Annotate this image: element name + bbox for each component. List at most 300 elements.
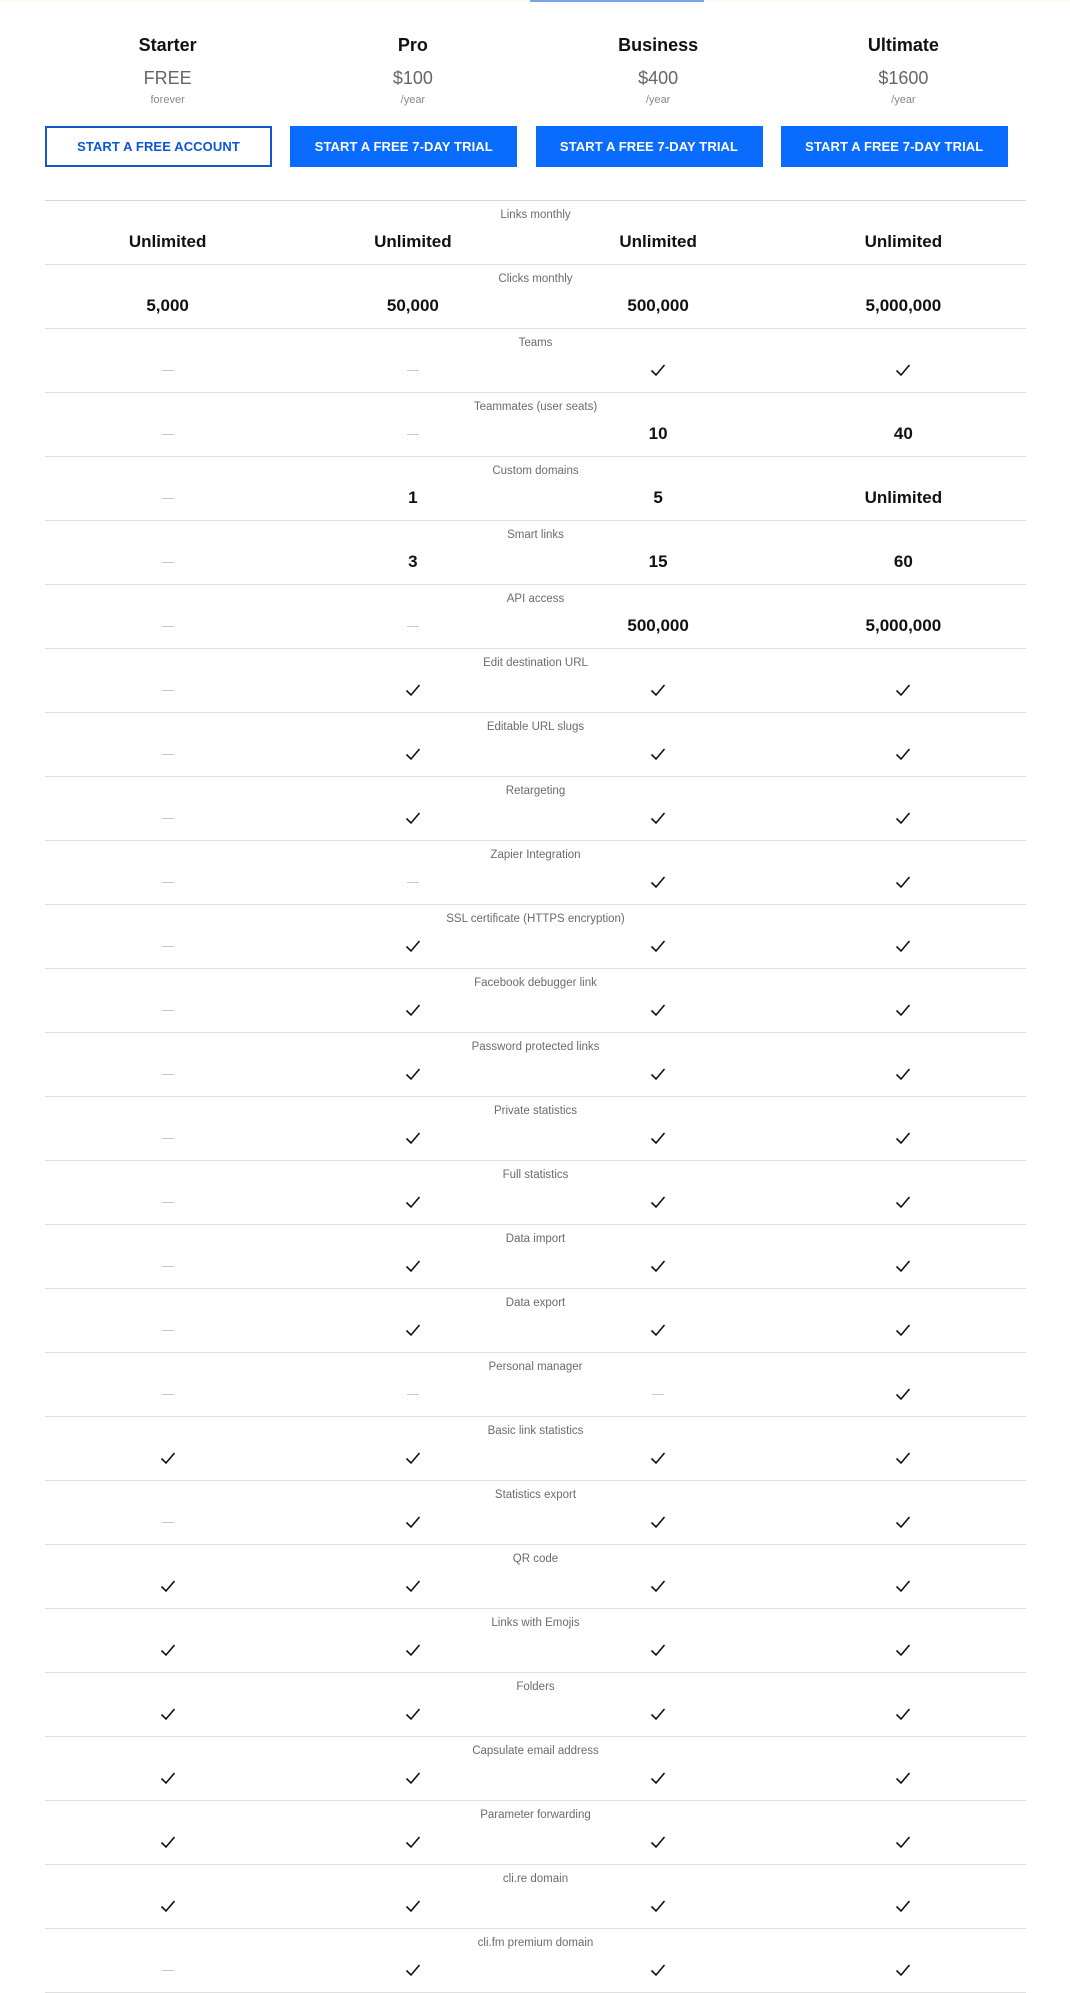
feature-cell-business xyxy=(536,223,781,261)
feature-cell-business xyxy=(536,543,781,581)
check-icon xyxy=(650,1131,666,1145)
feature-row-zapier-integration xyxy=(45,841,1026,905)
feature-label: Edit destination URL xyxy=(483,657,588,669)
check-icon xyxy=(895,1515,911,1529)
feature-cell-ultimate xyxy=(781,1695,1026,1733)
feature-cell-ultimate xyxy=(781,479,1026,517)
check-icon xyxy=(650,1771,666,1785)
check-icon xyxy=(895,1259,911,1273)
check-icon xyxy=(895,1387,911,1401)
check-icon xyxy=(895,683,911,697)
feature-row-custom-domains xyxy=(45,457,1026,521)
feature-value: 40 xyxy=(893,424,913,443)
feature-label: Custom domains xyxy=(492,465,579,477)
feature-label: Basic link statistics xyxy=(487,1425,584,1437)
feature-values xyxy=(45,351,1026,389)
feature-cell-pro xyxy=(290,1695,535,1733)
feature-cell-ultimate xyxy=(781,1951,1026,1989)
plan-period: /year xyxy=(891,94,916,106)
feature-values xyxy=(45,671,1026,709)
feature-cell-pro xyxy=(290,1119,535,1157)
feature-cell-pro xyxy=(290,415,535,453)
check-icon xyxy=(405,811,421,825)
plan-period: /year xyxy=(645,94,671,106)
feature-cell-starter xyxy=(45,1695,290,1733)
dash-icon xyxy=(162,1970,174,1971)
check-icon xyxy=(405,1451,421,1465)
feature-row-smart-links xyxy=(45,521,1026,585)
check-icon xyxy=(405,1259,421,1273)
feature-cell-starter xyxy=(45,1887,290,1925)
feature-cell-pro xyxy=(290,927,535,965)
feature-value: Unlimited xyxy=(128,232,207,251)
check-icon xyxy=(160,1579,176,1593)
feature-cell-ultimate xyxy=(781,1503,1026,1541)
plan-name: Ultimate xyxy=(867,35,939,55)
dash-icon xyxy=(162,946,174,947)
feature-cell-business xyxy=(536,1311,781,1349)
feature-cell-business xyxy=(536,927,781,965)
feature-cell-starter xyxy=(45,1567,290,1605)
feature-row-ssl-certificate-https-encryption xyxy=(45,905,1026,969)
feature-row-private-statistics xyxy=(45,1097,1026,1161)
feature-value: Unlimited xyxy=(864,232,943,251)
feature-cell-business xyxy=(536,1119,781,1157)
feature-cell-business xyxy=(536,351,781,389)
feature-cell-pro xyxy=(290,479,535,517)
feature-cell-business xyxy=(536,415,781,453)
feature-label: Facebook debugger link xyxy=(474,977,597,989)
check-icon xyxy=(650,1003,666,1017)
check-icon xyxy=(895,875,911,889)
feature-value: 60 xyxy=(893,552,913,571)
feature-row-statistics-export xyxy=(45,1481,1026,1545)
feature-label: Links with Emojis xyxy=(491,1617,580,1629)
feature-label: Links monthly xyxy=(500,209,571,221)
feature-values xyxy=(45,735,1026,773)
check-icon xyxy=(650,1899,666,1913)
check-icon xyxy=(405,1323,421,1337)
feature-row-clicks-monthly xyxy=(45,265,1026,329)
feature-label: API access xyxy=(506,593,565,605)
feature-row-api-access xyxy=(45,585,1026,649)
feature-row-links-monthly xyxy=(45,201,1026,265)
feature-value: 5,000 xyxy=(146,296,189,315)
feature-cell-starter xyxy=(45,607,290,645)
dash-icon xyxy=(162,626,174,627)
feature-cell-business xyxy=(536,991,781,1029)
feature-cell-ultimate xyxy=(781,1759,1026,1797)
feature-cell-starter xyxy=(45,1503,290,1541)
check-icon xyxy=(405,1131,421,1145)
feature-values xyxy=(45,1119,1026,1157)
plan-price: $1600 xyxy=(878,68,929,88)
check-icon xyxy=(895,1003,911,1017)
dash-icon xyxy=(407,370,419,371)
dash-icon xyxy=(652,1394,664,1395)
feature-row-facebook-debugger-link xyxy=(45,969,1026,1033)
feature-value: 3 xyxy=(408,552,418,571)
feature-cell-business xyxy=(536,607,781,645)
check-icon xyxy=(650,1323,666,1337)
plan-business xyxy=(536,0,781,200)
check-icon xyxy=(895,1707,911,1721)
feature-cell-pro xyxy=(290,607,535,645)
dash-icon xyxy=(162,1074,174,1075)
dash-icon xyxy=(162,1522,174,1523)
feature-cell-ultimate xyxy=(781,799,1026,837)
check-icon xyxy=(895,939,911,953)
feature-label: Teams xyxy=(518,337,553,349)
check-icon xyxy=(895,811,911,825)
feature-values xyxy=(45,1439,1026,1477)
dash-icon xyxy=(162,1138,174,1139)
feature-cell-pro xyxy=(290,1759,535,1797)
feature-cell-pro xyxy=(290,1631,535,1669)
feature-value: 500,000 xyxy=(627,616,689,635)
feature-values xyxy=(45,991,1026,1029)
feature-cell-ultimate xyxy=(781,1055,1026,1093)
feature-cell-pro xyxy=(290,1439,535,1477)
feature-values xyxy=(45,287,1026,325)
plan-pro xyxy=(290,0,535,200)
check-icon xyxy=(405,683,421,697)
check-icon xyxy=(650,683,666,697)
feature-cell-business xyxy=(536,479,781,517)
feature-cell-starter xyxy=(45,991,290,1029)
feature-cell-business xyxy=(536,1247,781,1285)
feature-cell-ultimate xyxy=(781,287,1026,325)
feature-cell-pro xyxy=(290,863,535,901)
feature-cell-business xyxy=(536,1759,781,1797)
plan-starter xyxy=(45,0,290,200)
feature-cell-pro xyxy=(290,351,535,389)
feature-cell-business xyxy=(536,1503,781,1541)
check-icon xyxy=(160,1707,176,1721)
dash-icon xyxy=(407,1394,419,1395)
feature-value: 5,000,000 xyxy=(865,616,942,635)
feature-row-folders xyxy=(45,1673,1026,1737)
feature-values xyxy=(45,479,1026,517)
check-icon xyxy=(160,1771,176,1785)
feature-values xyxy=(45,1631,1026,1669)
feature-row-capsulate-email-address xyxy=(45,1737,1026,1801)
check-icon xyxy=(650,1963,666,1977)
feature-cell-pro xyxy=(290,735,535,773)
feature-cell-starter xyxy=(45,543,290,581)
feature-values xyxy=(45,1695,1026,1733)
feature-cell-ultimate xyxy=(781,223,1026,261)
feature-label: SSL certificate (HTTPS encryption) xyxy=(446,913,625,925)
feature-label: Smart links xyxy=(507,529,564,541)
feature-row-personal-manager xyxy=(45,1353,1026,1417)
feature-cell-business xyxy=(536,287,781,325)
feature-cell-business xyxy=(536,799,781,837)
check-icon xyxy=(650,1259,666,1273)
feature-cell-pro xyxy=(290,1247,535,1285)
dash-icon xyxy=(407,882,419,883)
feature-row-teammates-user-seats xyxy=(45,393,1026,457)
feature-value: 15 xyxy=(648,552,668,571)
check-icon xyxy=(405,1899,421,1913)
plan-cta-button-starter[interactable]: START A FREE ACCOUNT xyxy=(45,126,272,167)
feature-label: Password protected links xyxy=(471,1041,600,1053)
feature-values xyxy=(45,863,1026,901)
check-icon xyxy=(160,1643,176,1657)
dash-icon xyxy=(162,370,174,371)
feature-cell-ultimate xyxy=(781,1183,1026,1221)
dash-icon xyxy=(162,1330,174,1331)
check-icon xyxy=(650,1451,666,1465)
feature-cell-starter xyxy=(45,287,290,325)
plan-cta-button-pro[interactable]: START A FREE 7-DAY TRIAL xyxy=(290,126,517,167)
plan-price: $100 xyxy=(392,68,433,88)
check-icon xyxy=(895,1195,911,1209)
check-icon xyxy=(895,747,911,761)
feature-cell-business xyxy=(536,1439,781,1477)
feature-cell-pro xyxy=(290,1887,535,1925)
feature-label: Parameter forwarding xyxy=(480,1809,591,1821)
check-icon xyxy=(650,811,666,825)
check-icon xyxy=(405,1835,421,1849)
feature-label: Capsulate email address xyxy=(472,1745,599,1757)
feature-row-basic-link-statistics xyxy=(45,1417,1026,1481)
feature-cell-ultimate xyxy=(781,1247,1026,1285)
feature-row-parameter-forwarding xyxy=(45,1801,1026,1865)
feature-label: Data import xyxy=(505,1233,566,1245)
feature-comparison xyxy=(45,200,1026,1993)
check-icon xyxy=(405,1771,421,1785)
feature-cell-starter xyxy=(45,1823,290,1861)
feature-values xyxy=(45,1183,1026,1221)
feature-value: 10 xyxy=(648,424,668,443)
feature-values xyxy=(45,1503,1026,1541)
plan-name: Pro xyxy=(397,35,428,55)
feature-values xyxy=(45,543,1026,581)
plan-ultimate xyxy=(781,0,1026,200)
check-icon xyxy=(650,875,666,889)
feature-label: Retargeting xyxy=(505,785,566,797)
feature-label: Personal manager xyxy=(488,1361,583,1373)
feature-row-cli-re-domain xyxy=(45,1865,1026,1929)
feature-cell-starter xyxy=(45,799,290,837)
check-icon xyxy=(895,1835,911,1849)
check-icon xyxy=(405,1003,421,1017)
feature-cell-ultimate xyxy=(781,415,1026,453)
check-icon xyxy=(405,1195,421,1209)
feature-label: Folders xyxy=(516,1681,555,1693)
dash-icon xyxy=(162,882,174,883)
feature-cell-pro xyxy=(290,1183,535,1221)
check-icon xyxy=(895,1131,911,1145)
dash-icon xyxy=(162,1266,174,1267)
feature-cell-business xyxy=(536,1055,781,1093)
feature-value: Unlimited xyxy=(619,232,697,251)
feature-label: Clicks monthly xyxy=(498,273,573,285)
feature-values xyxy=(45,1887,1026,1925)
feature-cell-starter xyxy=(45,735,290,773)
feature-values xyxy=(45,1247,1026,1285)
feature-row-password-protected-links xyxy=(45,1033,1026,1097)
plan-name: Business xyxy=(618,35,699,55)
feature-cell-ultimate xyxy=(781,1311,1026,1349)
check-icon xyxy=(650,1579,666,1593)
feature-label: Data export xyxy=(505,1297,566,1309)
check-icon xyxy=(650,1195,666,1209)
feature-row-full-statistics xyxy=(45,1161,1026,1225)
feature-cell-business xyxy=(536,1823,781,1861)
feature-cell-pro xyxy=(290,799,535,837)
feature-label: cli.fm premium domain xyxy=(477,1937,594,1949)
pricing-table xyxy=(45,0,1026,1993)
dash-icon xyxy=(162,434,174,435)
check-icon xyxy=(160,1899,176,1913)
dash-icon xyxy=(162,1394,174,1395)
feature-cell-ultimate xyxy=(781,1439,1026,1477)
feature-label: Editable URL slugs xyxy=(486,721,585,733)
check-icon xyxy=(650,1707,666,1721)
feature-label: Private statistics xyxy=(493,1105,578,1117)
feature-values xyxy=(45,1311,1026,1349)
dash-icon xyxy=(162,690,174,691)
feature-cell-ultimate xyxy=(781,1631,1026,1669)
feature-cell-starter xyxy=(45,1055,290,1093)
feature-values xyxy=(45,1567,1026,1605)
feature-cell-pro xyxy=(290,287,535,325)
feature-cell-business xyxy=(536,863,781,901)
feature-cell-starter xyxy=(45,863,290,901)
check-icon xyxy=(895,1451,911,1465)
feature-value: 500,000 xyxy=(627,296,689,315)
feature-cell-business xyxy=(536,1567,781,1605)
feature-row-data-export xyxy=(45,1289,1026,1353)
check-icon xyxy=(405,1067,421,1081)
feature-cell-pro xyxy=(290,991,535,1029)
feature-cell-ultimate xyxy=(781,735,1026,773)
feature-cell-business xyxy=(536,671,781,709)
feature-cell-ultimate xyxy=(781,1887,1026,1925)
check-icon xyxy=(895,1067,911,1081)
feature-cell-starter xyxy=(45,1375,290,1413)
feature-cell-starter xyxy=(45,223,290,261)
check-icon xyxy=(405,1579,421,1593)
feature-cell-pro xyxy=(290,543,535,581)
check-icon xyxy=(895,363,911,377)
feature-cell-ultimate xyxy=(781,991,1026,1029)
dash-icon xyxy=(162,1202,174,1203)
feature-cell-ultimate xyxy=(781,1823,1026,1861)
feature-cell-ultimate xyxy=(781,927,1026,965)
check-icon xyxy=(405,1643,421,1657)
feature-values xyxy=(45,1759,1026,1797)
feature-cell-starter xyxy=(45,671,290,709)
feature-label: Teammates (user seats) xyxy=(473,401,598,413)
check-icon xyxy=(895,1579,911,1593)
feature-cell-pro xyxy=(290,223,535,261)
feature-value: 50,000 xyxy=(386,296,439,315)
plan-price: FREE xyxy=(143,68,192,88)
feature-row-qr-code xyxy=(45,1545,1026,1609)
feature-values xyxy=(45,415,1026,453)
feature-label: QR code xyxy=(512,1553,559,1565)
feature-cell-ultimate xyxy=(781,607,1026,645)
feature-cell-starter xyxy=(45,1951,290,1989)
feature-cell-business xyxy=(536,1375,781,1413)
plan-period: /year xyxy=(400,94,426,106)
check-icon xyxy=(895,1323,911,1337)
check-icon xyxy=(405,1515,421,1529)
dash-icon xyxy=(162,498,174,499)
feature-cell-ultimate xyxy=(781,1567,1026,1605)
feature-cell-starter xyxy=(45,1631,290,1669)
feature-cell-pro xyxy=(290,1823,535,1861)
feature-cell-pro xyxy=(290,1055,535,1093)
feature-cell-starter xyxy=(45,1183,290,1221)
feature-cell-starter xyxy=(45,1247,290,1285)
feature-cell-starter xyxy=(45,351,290,389)
feature-label: Full statistics xyxy=(502,1169,569,1181)
feature-cell-ultimate xyxy=(781,351,1026,389)
feature-cell-pro xyxy=(290,1503,535,1541)
feature-cell-starter xyxy=(45,415,290,453)
check-icon xyxy=(650,939,666,953)
plan-price: $400 xyxy=(638,68,679,88)
check-icon xyxy=(405,1707,421,1721)
check-icon xyxy=(160,1835,176,1849)
dash-icon xyxy=(162,562,174,563)
feature-values xyxy=(45,927,1026,965)
feature-values xyxy=(45,1823,1026,1861)
feature-cell-starter xyxy=(45,1119,290,1157)
feature-row-edit-destination-url xyxy=(45,649,1026,713)
check-icon xyxy=(650,1835,666,1849)
check-icon xyxy=(650,363,666,377)
feature-cell-business xyxy=(536,1695,781,1733)
feature-value: Unlimited xyxy=(864,488,943,507)
feature-cell-ultimate xyxy=(781,671,1026,709)
feature-values xyxy=(45,1375,1026,1413)
feature-cell-ultimate xyxy=(781,1375,1026,1413)
feature-row-editable-url-slugs xyxy=(45,713,1026,777)
feature-cell-pro xyxy=(290,671,535,709)
plan-period: forever xyxy=(150,94,185,106)
feature-row-links-with-emojis xyxy=(45,1609,1026,1673)
feature-cell-pro xyxy=(290,1375,535,1413)
check-icon xyxy=(895,1963,911,1977)
feature-label: cli.re domain xyxy=(502,1873,569,1885)
feature-row-teams xyxy=(45,329,1026,393)
feature-cell-business xyxy=(536,1951,781,1989)
feature-values xyxy=(45,223,1026,261)
check-icon xyxy=(895,1643,911,1657)
check-icon xyxy=(650,1067,666,1081)
feature-value: 1 xyxy=(408,488,418,507)
feature-cell-ultimate xyxy=(781,1119,1026,1157)
feature-cell-starter xyxy=(45,1759,290,1797)
feature-cell-business xyxy=(536,1183,781,1221)
check-icon xyxy=(895,1771,911,1785)
feature-cell-business xyxy=(536,1887,781,1925)
feature-cell-starter xyxy=(45,479,290,517)
feature-label: Statistics export xyxy=(494,1489,577,1501)
plan-cta-button-ultimate[interactable]: START A FREE 7-DAY TRIAL xyxy=(781,126,1008,167)
check-icon xyxy=(405,747,421,761)
check-icon xyxy=(895,1899,911,1913)
plan-cta-button-business[interactable]: START A FREE 7-DAY TRIAL xyxy=(536,126,763,167)
dash-icon xyxy=(162,1010,174,1011)
feature-row-cli-fm-premium-domain xyxy=(45,1929,1026,1993)
feature-values xyxy=(45,1951,1026,1989)
